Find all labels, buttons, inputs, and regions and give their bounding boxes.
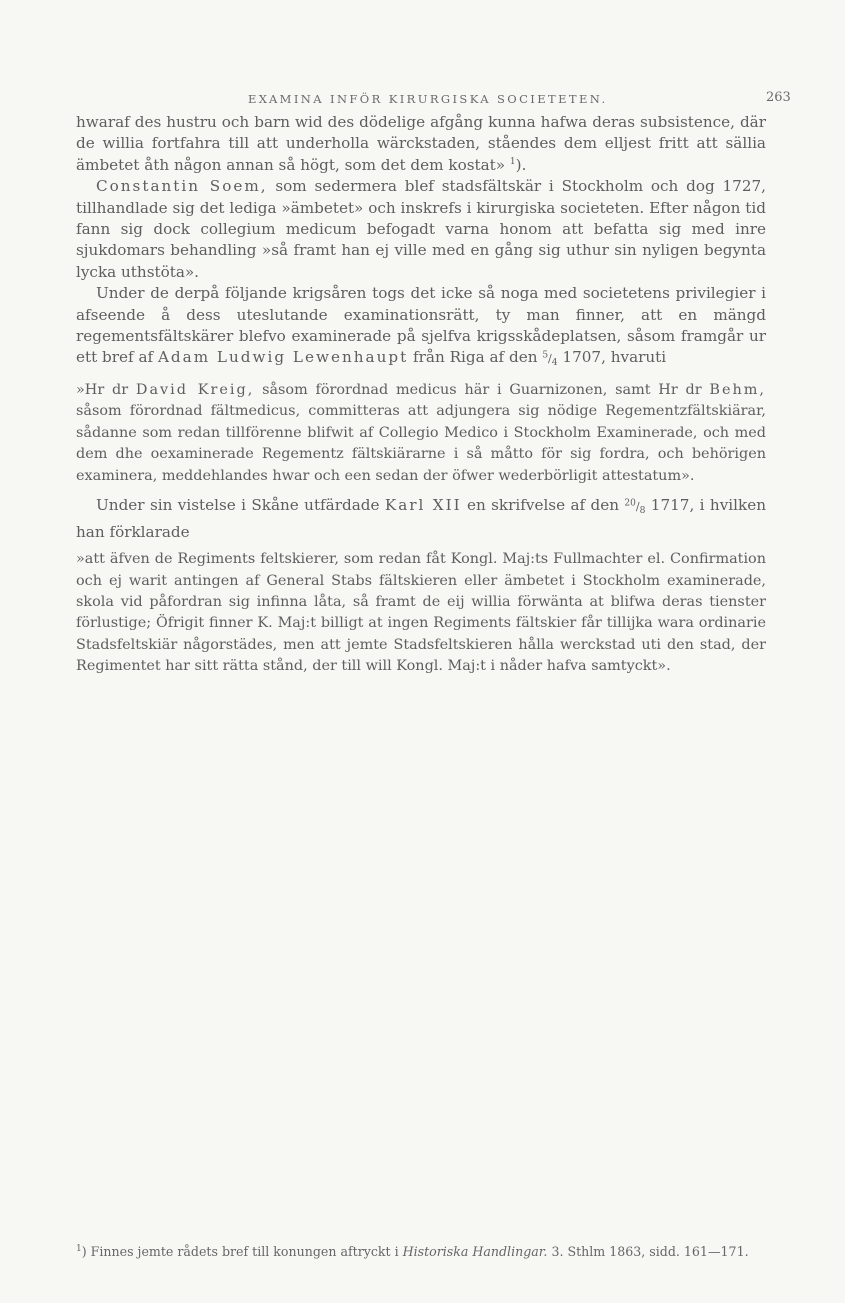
footnote-title: Historiska Handlingar. (402, 1244, 548, 1259)
person-name: Adam Ludwig Lewenhaupt (157, 348, 409, 367)
quote-text: såsom förordnad fältmedicus, committeras att adjungera sig nödige Regementzfältskiärar, sådanne som redan tillförenne blifwit af Collegio Medico i Stockholm Examinerade, och med dem dhe oexaminerade Regementz fältskiärarne i så måtto för sig fordra, och behörigen examinera, meddehlandes hwar och een sedan der öfwer wederbörligit attestatum». (76, 403, 766, 484)
block-quote-karl-xii: »att äfven de Regiments feltskierer, som redan fåt Kongl. Maj:ts Fullmachter el. Confirmation och ej warit antingen af General Stabs fältskieren eller ämbetet i Stockholm examinerade, skola vid påfordran sig infinna låta, så framt de eij willia förwänta at blifwa deras tienster förlustige; Öfrigit finner K. Maj:t billigt at ingen Regiments fältskier får tillijka wara ordinarie Stadsfeltskiär någorstädes, men att jemte Stadsfeltskieren hålla werckstad uti den stad, der Regimentet har sitt rätta stånd, der till will Kongl. Maj:t i nåder hafva samtyckt». (76, 551, 766, 675)
paragraph-text-end: ). (515, 155, 527, 174)
block-quote-riga (76, 380, 766, 487)
running-head: EXAMINA INFÖR KIRURGISKA SOCIETETEN. (248, 92, 608, 106)
person-name: Behm, (709, 382, 766, 399)
person-name: David Kreig, (135, 382, 255, 399)
footnote-text-end: 3. Sthlm 1863, sidd. 161—171. (547, 1244, 749, 1259)
paragraph-text: hwaraf des hustru och barn wid des dödelige afgång kunna hafwa deras subsistence, där de willia fortfahra till att underholla wärckstaden, ståendes dem elljest fritt att sällia ämbetet åth någon annan så högt, som det dem kostat» (76, 113, 766, 174)
person-name: Constantin Soem, (96, 177, 268, 196)
date-fraction: $^5/_4$ (542, 350, 558, 369)
fraction-numerator: 5 (542, 350, 549, 361)
quote-text: såsom förordnad medicus här i Guarnizonen, samt Hr dr (254, 382, 710, 399)
fraction-numerator: 20 (624, 498, 636, 509)
footnote-marker: 1 (76, 1243, 82, 1254)
fraction-denominator: 8 (639, 505, 646, 517)
footnote-reference: 1 (509, 156, 516, 167)
paragraph-text: 1707, hvaruti (557, 348, 667, 367)
paragraph-text: en skrifvelse af den (461, 496, 625, 515)
paragraph-text: från Riga af den (408, 348, 543, 367)
paragraph-continued (76, 112, 766, 176)
paragraph-text: Under de derpå följande krigsåren togs det icke så noga med societetens privilegier i afseende å dess uteslutande examinationsrätt, ty man finner, att en mängd regementsfältskärer blefvo examinerade på sjelfva krigsskådeplatsen, såsom framgår ur ett bref af (76, 284, 766, 367)
paragraph-text: 1717, i hvilken han förklarade (76, 496, 766, 541)
date-fraction: $^{20}/_8$ (624, 498, 646, 517)
footnote-text: ) Finnes jemte rådets bref till konungen aftryckt i (81, 1244, 403, 1259)
paragraph-text: som sedermera blef stadsfältskär i Stockholm och dog 1727, tillhandlade sig det lediga »ämbetet» och inskrefs i kirurgiska societeten. Efter någon tid fann sig dock collegium medicum befogadt varna honom att befatta sig med inre sjukdomars behandling »så framt han ej ville med en gång sig uthur sin nyligen begynta lycka uthstöta». (76, 177, 766, 281)
person-name: Karl XII (384, 496, 462, 515)
body-text (76, 112, 766, 686)
paragraph-soem (76, 176, 766, 283)
fraction-denominator: 4 (551, 357, 558, 369)
quote-text: »Hr dr (76, 382, 136, 399)
paragraph-karl-xii (76, 495, 766, 543)
footnote (76, 1243, 766, 1261)
page-number: 263 (766, 90, 791, 105)
paragraph-text: Under sin vistelse i Skåne utfärdade (96, 496, 385, 515)
paragraph-war-years (76, 283, 766, 374)
